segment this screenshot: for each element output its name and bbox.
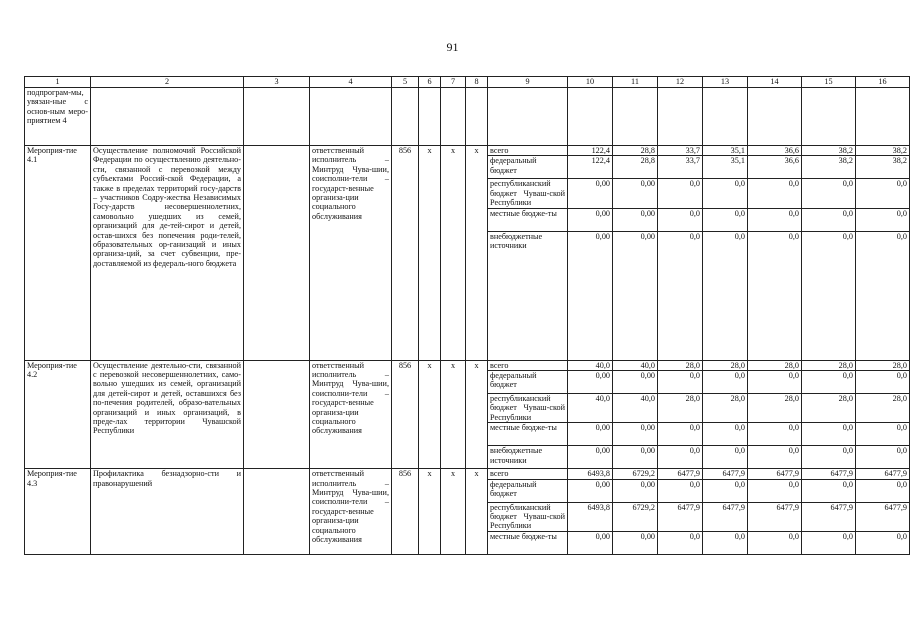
event-executor: ответственный исполнитель – Минтруд Чува-шии, соисполни-тели – государст-венные организа-ции социального обслуживания	[310, 469, 392, 555]
value-cell: 6477,9	[703, 469, 748, 479]
value-cell: 6477,9	[748, 502, 802, 531]
value-cell: 40,0	[568, 360, 613, 370]
funding-source: республиканский бюджет Чуваш-ской Республики	[488, 502, 568, 531]
value-cell: 28,0	[658, 360, 703, 370]
value-cell: 0,0	[856, 446, 910, 469]
column-header: 12	[658, 77, 703, 88]
event-executor: ответственный исполнитель – Минтруд Чува-шии, соисполни-тели – государст-венные организа-ции социального обслуживания	[310, 146, 392, 361]
value-cell: 0,0	[748, 179, 802, 208]
funding-source: федеральный бюджет	[488, 156, 568, 179]
value-cell: 6729,2	[613, 469, 658, 479]
funding-source: местные бюдже-ты	[488, 208, 568, 231]
value-cell: 28,8	[613, 146, 658, 156]
value-cell: 38,2	[856, 146, 910, 156]
continued-label: подпрограм-мы, увязан-ные с основ-ным меро-приятием 4	[25, 88, 91, 146]
value-cell: 0,0	[703, 446, 748, 469]
value-cell: 6477,9	[658, 469, 703, 479]
value-cell: 0,0	[658, 179, 703, 208]
value-cell: 0,00	[613, 446, 658, 469]
column-header: 7	[441, 77, 466, 88]
value-cell: 0,0	[748, 423, 802, 446]
funding-source: федеральный бюджет	[488, 479, 568, 502]
value-cell: 0,00	[568, 446, 613, 469]
value-cell: 38,2	[856, 156, 910, 179]
event-c8: x	[466, 469, 488, 555]
value-cell: 28,8	[613, 156, 658, 179]
value-cell: 6477,9	[802, 502, 856, 531]
event-c8: x	[466, 146, 488, 361]
continuation-row	[25, 88, 910, 146]
value-cell: 0,0	[703, 179, 748, 208]
column-header: 14	[748, 77, 802, 88]
value-cell: 28,0	[703, 394, 748, 423]
value-cell: 0,00	[568, 371, 613, 394]
value-cell: 35,1	[703, 156, 748, 179]
value-cell: 6493,8	[568, 469, 613, 479]
table-row	[25, 146, 910, 156]
value-cell: 0,00	[613, 179, 658, 208]
value-cell: 40,0	[613, 394, 658, 423]
table-row	[25, 360, 910, 370]
value-cell: 28,0	[703, 360, 748, 370]
value-cell: 33,7	[658, 146, 703, 156]
event-code: 856	[392, 469, 419, 555]
value-cell: 0,0	[802, 446, 856, 469]
value-cell: 0,00	[613, 208, 658, 231]
value-cell: 28,0	[856, 360, 910, 370]
column-header: 6	[419, 77, 441, 88]
funding-source: федеральный бюджет	[488, 371, 568, 394]
event-c7: x	[441, 146, 466, 361]
event-c6: x	[419, 146, 441, 361]
value-cell: 0,0	[802, 208, 856, 231]
value-cell: 0,00	[568, 423, 613, 446]
value-cell: 0,0	[658, 208, 703, 231]
value-cell: 0,0	[658, 479, 703, 502]
funding-source: всего	[488, 146, 568, 156]
value-cell: 0,0	[802, 231, 856, 360]
value-cell: 0,0	[802, 179, 856, 208]
event-code: 856	[392, 360, 419, 469]
page-number: 91	[446, 40, 459, 54]
value-cell: 0,0	[748, 208, 802, 231]
value-cell: 6493,8	[568, 502, 613, 531]
column-3-cell	[244, 146, 310, 361]
funding-source: местные бюдже-ты	[488, 531, 568, 554]
budget-table	[24, 76, 910, 555]
value-cell: 0,0	[703, 231, 748, 360]
column-header: 2	[91, 77, 244, 88]
value-cell: 0,0	[658, 371, 703, 394]
column-header: 9	[488, 77, 568, 88]
event-description: Осуществление полномочий Российской Федерации по осуществлению деятельно-сти, связанной с перевозкой между субъектами Россий-ской Федерации, а также в пределах территорий госу-дарств – участников Содру-жества Независимых Госу-дарств несовершеннолетних, самовольно ушедших из семей, организаций для де-тей-сирот и детей, остав-шихся без попечения роди-телей, образовательных ор-ганизаций и иных организа-ций, за счет субвенции, пре-доставляемой из федераль-ного бюджета	[91, 146, 244, 361]
event-c7: x	[441, 469, 466, 555]
value-cell: 0,00	[613, 371, 658, 394]
column-3-cell	[244, 469, 310, 555]
event-name: Мероприя-тие 4.1	[25, 146, 91, 361]
value-cell: 0,0	[748, 371, 802, 394]
column-header: 15	[802, 77, 856, 88]
event-description: Осуществление деятельно-сти, связанной с перевозкой несовершеннолетних, само-вольно ушедших из семей, организаций для детей-сирот и детей, оставшихся без по-печения родителей, образо-вательных организаций и иных организаций, в преде-лах территории Чувашской Республики	[91, 360, 244, 469]
value-cell: 6477,9	[658, 502, 703, 531]
value-cell: 28,0	[856, 394, 910, 423]
value-cell: 6477,9	[748, 469, 802, 479]
value-cell: 0,0	[856, 208, 910, 231]
value-cell: 0,00	[613, 479, 658, 502]
column-header: 3	[244, 77, 310, 88]
value-cell: 33,7	[658, 156, 703, 179]
value-cell: 38,2	[802, 146, 856, 156]
value-cell: 0,00	[568, 208, 613, 231]
funding-source: республиканский бюджет Чуваш-ской Республики	[488, 179, 568, 208]
event-c6: x	[419, 360, 441, 469]
value-cell: 40,0	[568, 394, 613, 423]
value-cell: 28,0	[748, 394, 802, 423]
value-cell: 36,6	[748, 156, 802, 179]
column-header: 5	[392, 77, 419, 88]
value-cell: 0,0	[748, 446, 802, 469]
value-cell: 6477,9	[802, 469, 856, 479]
value-cell: 122,4	[568, 146, 613, 156]
value-cell: 0,0	[856, 479, 910, 502]
value-cell: 0,0	[703, 371, 748, 394]
value-cell: 0,0	[802, 531, 856, 554]
column-header: 1	[25, 77, 91, 88]
value-cell: 36,6	[748, 146, 802, 156]
column-3-cell	[244, 360, 310, 469]
event-c7: x	[441, 360, 466, 469]
value-cell: 6729,2	[613, 502, 658, 531]
funding-source: всего	[488, 360, 568, 370]
value-cell: 28,0	[802, 394, 856, 423]
event-executor: ответственный исполнитель – Минтруд Чува-шии, соисполни-тели – государст-венные организа-ции социального обслуживания	[310, 360, 392, 469]
value-cell: 0,00	[568, 231, 613, 360]
value-cell: 6477,9	[703, 502, 748, 531]
value-cell: 0,0	[856, 371, 910, 394]
value-cell: 0,0	[802, 423, 856, 446]
value-cell: 0,0	[856, 231, 910, 360]
funding-source: местные бюдже-ты	[488, 423, 568, 446]
value-cell: 38,2	[802, 156, 856, 179]
column-header: 10	[568, 77, 613, 88]
value-cell: 0,0	[748, 479, 802, 502]
value-cell: 0,0	[802, 479, 856, 502]
value-cell: 0,0	[856, 179, 910, 208]
event-c8: x	[466, 360, 488, 469]
value-cell: 40,0	[613, 360, 658, 370]
value-cell: 0,00	[613, 531, 658, 554]
column-header: 16	[856, 77, 910, 88]
funding-source: республиканский бюджет Чуваш-ской Республики	[488, 394, 568, 423]
column-header: 4	[310, 77, 392, 88]
value-cell: 0,0	[748, 531, 802, 554]
value-cell: 0,0	[703, 531, 748, 554]
table-row	[25, 469, 910, 479]
value-cell: 0,00	[568, 479, 613, 502]
value-cell: 0,0	[856, 423, 910, 446]
value-cell: 0,0	[802, 371, 856, 394]
funding-source: всего	[488, 469, 568, 479]
value-cell: 28,0	[748, 360, 802, 370]
event-description: Профилактика безнадзорно-сти и правонарушений	[91, 469, 244, 555]
value-cell: 35,1	[703, 146, 748, 156]
value-cell: 0,0	[658, 231, 703, 360]
value-cell: 0,00	[613, 423, 658, 446]
column-header: 8	[466, 77, 488, 88]
value-cell: 0,0	[703, 423, 748, 446]
value-cell: 0,0	[658, 446, 703, 469]
event-name: Мероприя-тие 4.2	[25, 360, 91, 469]
header-row	[25, 77, 910, 88]
value-cell: 0,0	[658, 531, 703, 554]
value-cell: 0,00	[568, 531, 613, 554]
event-code: 856	[392, 146, 419, 361]
value-cell: 0,0	[856, 531, 910, 554]
value-cell: 0,00	[613, 231, 658, 360]
value-cell: 28,0	[658, 394, 703, 423]
value-cell: 0,0	[748, 231, 802, 360]
funding-source: внебюджетные источники	[488, 446, 568, 469]
value-cell: 6477,9	[856, 502, 910, 531]
event-c6: x	[419, 469, 441, 555]
column-header: 13	[703, 77, 748, 88]
value-cell: 0,0	[703, 479, 748, 502]
funding-source: внебюджетные источники	[488, 231, 568, 360]
value-cell: 28,0	[802, 360, 856, 370]
event-name: Мероприя-тие 4.3	[25, 469, 91, 555]
value-cell: 0,0	[703, 208, 748, 231]
value-cell: 6477,9	[856, 469, 910, 479]
column-header: 11	[613, 77, 658, 88]
value-cell: 0,0	[658, 423, 703, 446]
value-cell: 0,00	[568, 179, 613, 208]
value-cell: 122,4	[568, 156, 613, 179]
